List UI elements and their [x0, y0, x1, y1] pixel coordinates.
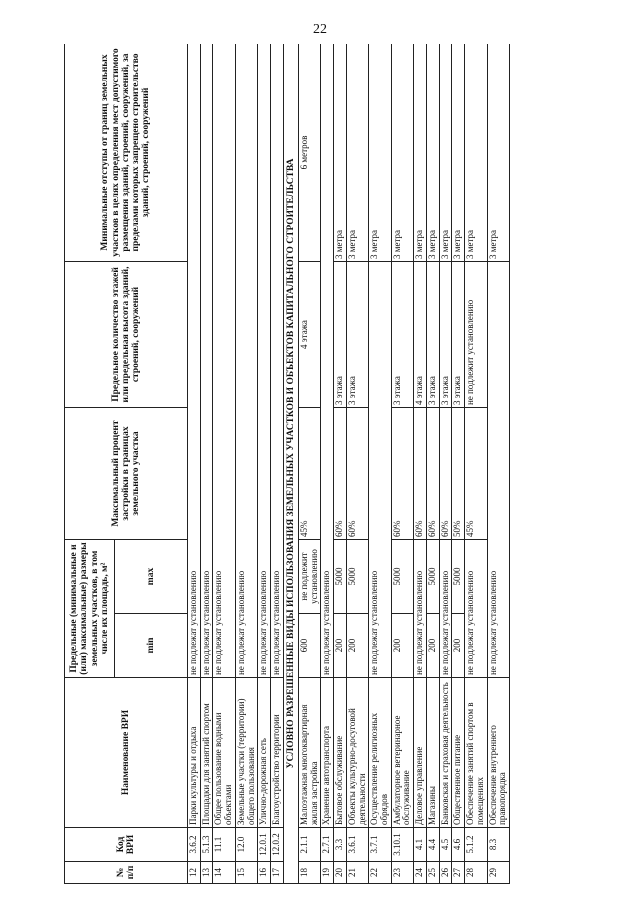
- cell-name: Обеспечение занятий спортом в помещениях: [465, 678, 487, 828]
- cell-floors: 3 этажа: [452, 262, 465, 408]
- cell-name: Бытовое обслуживание: [334, 678, 347, 828]
- cell-coverage: 45%: [465, 408, 487, 540]
- cell-setback: 3 метра: [439, 44, 452, 262]
- table-row: [452, 44, 465, 884]
- section-row: [283, 44, 298, 884]
- cell-code: 3.3: [334, 828, 347, 862]
- cell-name: Банковская и страховая деятельность: [439, 678, 452, 828]
- cell-code: 4.1: [414, 828, 427, 862]
- cell-name: Осуществление религиозных обрядов: [369, 678, 391, 828]
- cell-name: Магазины: [426, 678, 439, 828]
- cell-floors: 3 этажа: [334, 262, 347, 408]
- cell-area-min: 200: [346, 614, 368, 678]
- cell-not-set: не подлежат установлению: [188, 44, 201, 678]
- cell-area-max: не подлежит установлению: [299, 540, 321, 614]
- cell-code: 4.4: [426, 828, 439, 862]
- header-num: № п/п: [65, 862, 188, 884]
- table-row: [465, 44, 487, 884]
- cell-setback: 3 метра: [369, 44, 391, 262]
- cell-num: 17: [271, 862, 284, 884]
- table-row: [299, 44, 321, 884]
- table-row: [439, 44, 452, 884]
- cell-floors: 4 этажа: [414, 262, 427, 408]
- cell-num: 29: [487, 862, 509, 884]
- cell-floors: 3 этажа: [439, 262, 452, 408]
- table-row: [346, 44, 368, 884]
- cell-code: 12.0.2: [271, 828, 284, 862]
- cell-setback: 3 метра: [414, 44, 427, 262]
- cell-num: 28: [465, 862, 487, 884]
- cell-area-max: 5000: [391, 540, 413, 614]
- table-row: [271, 44, 284, 884]
- cell-name: Малоэтажная многоквартирная жилая застройка: [299, 678, 321, 828]
- cell-num: 14: [213, 862, 235, 884]
- cell-code: 11.1: [213, 828, 235, 862]
- cell-not-set: не подлежат установлению: [369, 262, 391, 678]
- cell-num: 27: [452, 862, 465, 884]
- page-number: 22: [313, 22, 327, 37]
- cell-num: 25: [426, 862, 439, 884]
- cell-area-min: 200: [391, 614, 413, 678]
- cell-floors: не подлежит установлению: [465, 262, 487, 408]
- cell-num: 22: [369, 862, 391, 884]
- table-row: [414, 44, 427, 884]
- cell-num: 23: [391, 862, 413, 884]
- cell-code: 3.7.1: [369, 828, 391, 862]
- header-floors: Предельное количество этажей или предельная высота зданий, строений, сооружений: [65, 262, 188, 408]
- cell-floors: 3 этажа: [391, 262, 413, 408]
- land-use-table: [64, 44, 510, 884]
- table-row: [369, 44, 391, 884]
- table-header-row: [65, 44, 115, 884]
- cell-name: Площадки для занятий спортом: [200, 678, 213, 828]
- cell-name: Хранение автотранспорта: [321, 678, 334, 828]
- cell-num: 13: [200, 862, 213, 884]
- cell-name: Парки культуры и отдыха: [188, 678, 201, 828]
- cell-code: 5.1.2: [465, 828, 487, 862]
- rotated-table-area: [64, 44, 584, 884]
- cell-num: 19: [321, 862, 334, 884]
- table-row: [213, 44, 235, 884]
- cell-code: 4.5: [439, 828, 452, 862]
- cell-name: Обеспечение внутреннего правопорядка: [487, 678, 509, 828]
- cell-name: Амбулаторное ветеринарное обслуживание: [391, 678, 413, 828]
- cell-setback: 3 метра: [334, 44, 347, 262]
- cell-num: 12: [188, 862, 201, 884]
- cell-not-set: не подлежат установлению: [487, 262, 509, 678]
- table-row: [188, 44, 201, 884]
- cell-code: 3.6.2: [188, 828, 201, 862]
- cell-area-max: 5000: [334, 540, 347, 614]
- cell-not-set: не подлежат установлению: [200, 44, 213, 678]
- cell-coverage: 60%: [426, 408, 439, 540]
- cell-num: 21: [346, 862, 368, 884]
- cell-num: 24: [414, 862, 427, 884]
- cell-name: Благоустройство территории: [271, 678, 284, 828]
- cell-floors: 3 этажа: [426, 262, 439, 408]
- cell-name: Улично-дорожная сеть: [258, 678, 271, 828]
- cell-area-max: 5000: [426, 540, 439, 614]
- cell-coverage: 60%: [439, 408, 452, 540]
- cell-name: Объекты культурно-досуговой деятельности: [346, 678, 368, 828]
- cell-coverage: 45%: [299, 408, 321, 540]
- table-row: [391, 44, 413, 884]
- cell-not-set: не подлежат установлению: [321, 44, 334, 678]
- cell-code: 2.1.1: [299, 828, 321, 862]
- cell-not-set: не подлежат установлению: [465, 540, 487, 678]
- cell-num: 16: [258, 862, 271, 884]
- cell-code: 12.0: [235, 828, 257, 862]
- cell-name: Деловое управление: [414, 678, 427, 828]
- cell-area-max: 5000: [346, 540, 368, 614]
- header-area-group: Предельные (минимальные и (или) максимальные) размеры земельных участков, в том числе их площадь, м²: [65, 540, 115, 678]
- cell-num: 20: [334, 862, 347, 884]
- cell-area-min: 200: [426, 614, 439, 678]
- cell-not-set: не подлежат установлению: [258, 44, 271, 678]
- cell-coverage: 50%: [452, 408, 465, 540]
- rotated-table-container: [64, 44, 584, 884]
- section-title: УСЛОВНО РАЗРЕШЕННЫЕ ВИДЫ ИСПОЛЬЗОВАНИЯ ЗЕМЕЛЬНЫХ УЧАСТКОВ И ОБЪЕКТОВ КАПИТАЛЬНОГО СТРОИТЕЛЬСТВА: [283, 44, 298, 884]
- cell-coverage: 60%: [346, 408, 368, 540]
- table-row: [426, 44, 439, 884]
- cell-not-set: не подлежат установлению: [439, 540, 452, 678]
- table-row: [200, 44, 213, 884]
- cell-coverage: 60%: [391, 408, 413, 540]
- cell-name: Общее пользование водными объектами: [213, 678, 235, 828]
- cell-setback: 3 метра: [465, 44, 487, 262]
- header-code: Код ВРИ: [65, 828, 188, 862]
- table-row: [235, 44, 257, 884]
- table-row: [487, 44, 509, 884]
- cell-setback: 3 метра: [391, 44, 413, 262]
- table-row: [321, 44, 334, 884]
- cell-setback: 3 метра: [426, 44, 439, 262]
- table-row: [334, 44, 347, 884]
- header-name: Наименование ВРИ: [65, 678, 188, 828]
- cell-setback: 3 метра: [346, 44, 368, 262]
- cell-code: 3.10.1: [391, 828, 413, 862]
- header-area-min: min: [115, 614, 188, 678]
- cell-setback: 6 метров: [299, 44, 321, 262]
- cell-not-set: не подлежат установлению: [235, 44, 257, 678]
- header-setback: Минимальные отступы от границ земельных участков в целях определения мест допустимого размещения зданий, строений, сооружений, за пределами которых запрещено строительство зданий, строений, сооружений: [65, 44, 188, 262]
- cell-area-min: 200: [334, 614, 347, 678]
- cell-not-set: не подлежат установлению: [213, 44, 235, 678]
- cell-coverage: 60%: [414, 408, 427, 540]
- cell-setback: 3 метра: [452, 44, 465, 262]
- cell-coverage: 60%: [334, 408, 347, 540]
- table-row: [258, 44, 271, 884]
- cell-area-max: 5000: [452, 540, 465, 614]
- cell-setback: 3 метра: [487, 44, 509, 262]
- cell-code: 4.6: [452, 828, 465, 862]
- cell-num: 26: [439, 862, 452, 884]
- cell-not-set: не подлежат установлению: [271, 44, 284, 678]
- cell-floors: 3 этажа: [346, 262, 368, 408]
- cell-code: 8.3: [487, 828, 509, 862]
- cell-num: 15: [235, 862, 257, 884]
- cell-name: Земельные участки (территории) общего пользования: [235, 678, 257, 828]
- cell-area-min: 200: [452, 614, 465, 678]
- cell-floors: 4 этажа: [299, 262, 321, 408]
- cell-area-min: 600: [299, 614, 321, 678]
- cell-code: 3.6.1: [346, 828, 368, 862]
- header-area-max: max: [115, 540, 188, 614]
- cell-num: 18: [299, 862, 321, 884]
- cell-code: 12.0.1: [258, 828, 271, 862]
- cell-name: Общественное питание: [452, 678, 465, 828]
- header-coverage: Максимальный процент застройки в границах земельного участка: [65, 408, 188, 540]
- cell-code: 2.7.1: [321, 828, 334, 862]
- cell-not-set: не подлежат установлению: [414, 540, 427, 678]
- cell-code: 5.1.3: [200, 828, 213, 862]
